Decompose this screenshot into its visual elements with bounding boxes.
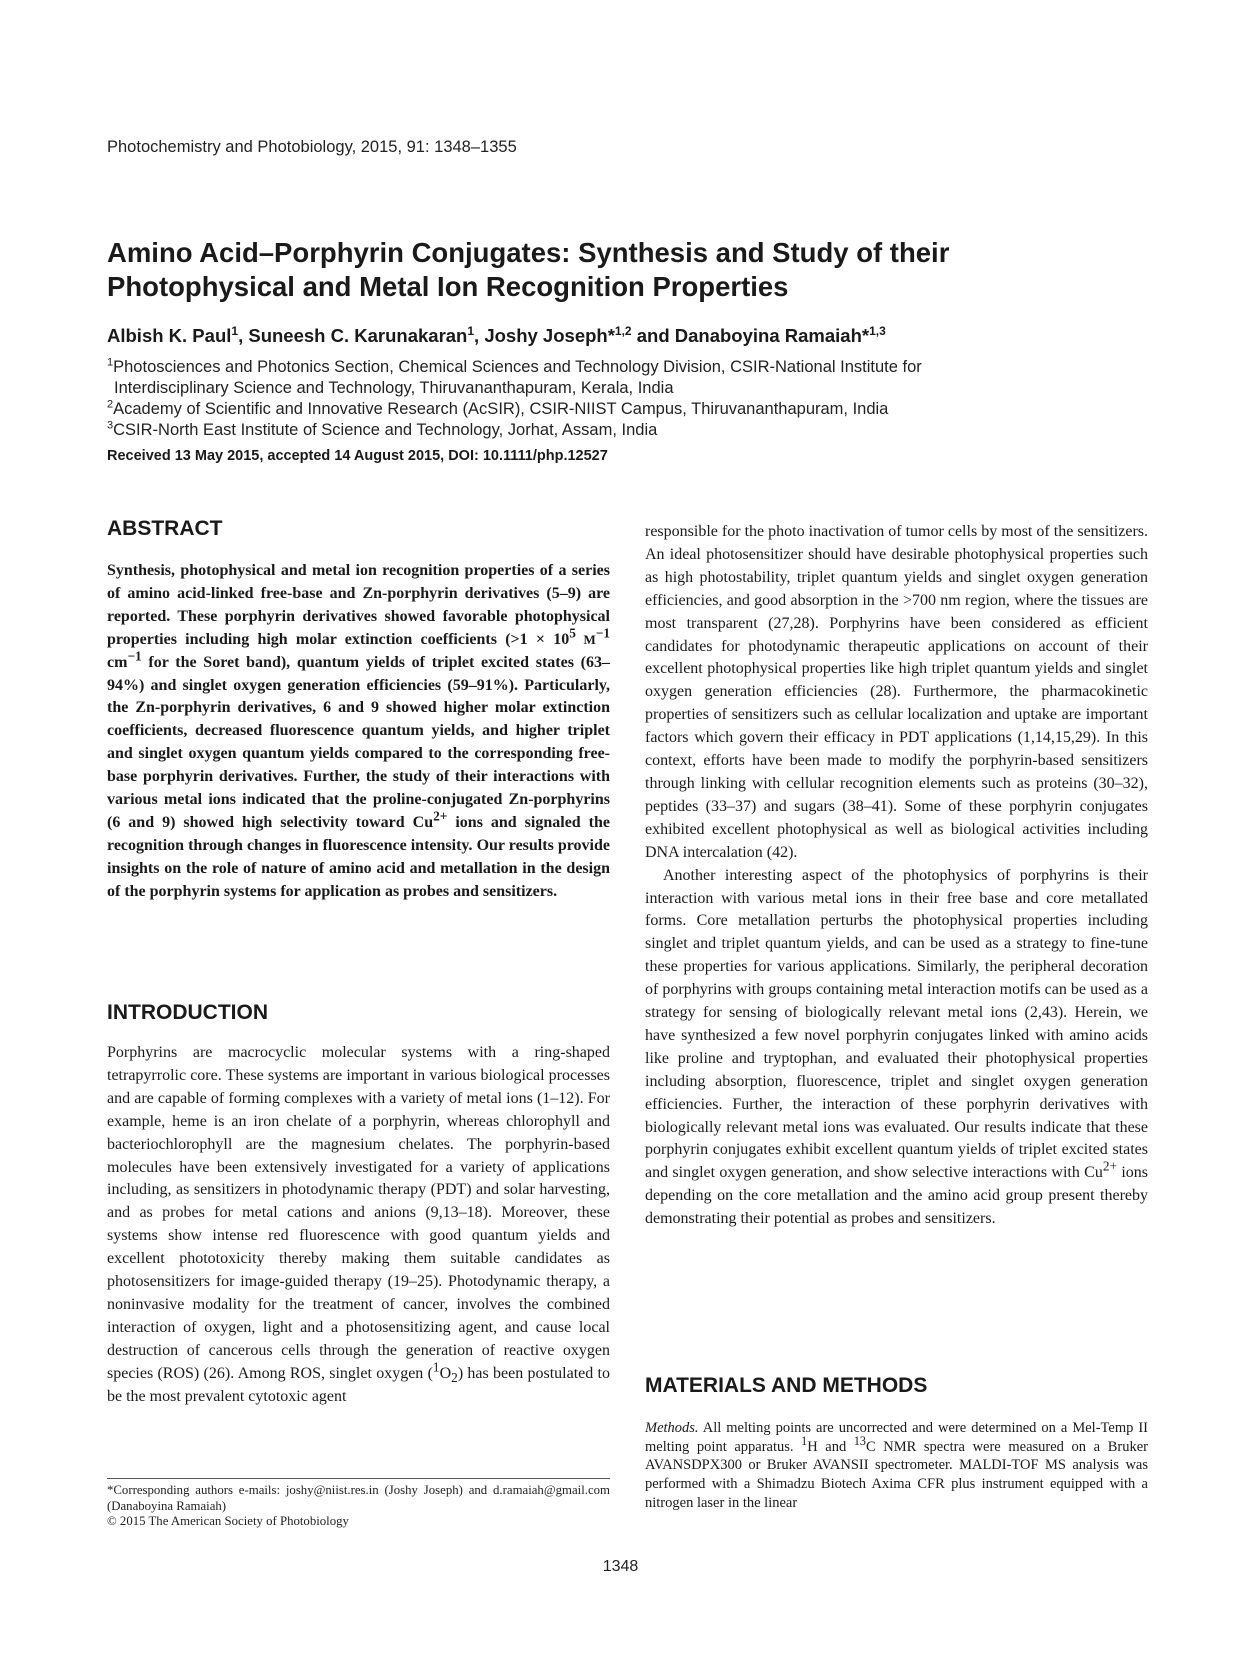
author-name: Danaboyina Ramaiah* <box>674 325 870 346</box>
abstract-text-run: for the Soret band), quantum yields of triplet excited states (63–94%) and singlet oxygen generation efficiencies (59–91%). Particularly, the Zn-porphyrin derivatives, 6 and 9 showed higher molar extinction coefficients, decreased fluorescence quantum yields, and higher triplet and singlet oxygen quantum yields compared to the corresponding free-base porphyrin derivatives. Further, the study of their interactions with various metal ions indicated that the proline-conjugated Zn-porphyrins (6 and 9) showed high selectivity toward Cu <box>107 653 610 831</box>
article-title <box>107 236 1107 304</box>
superscript: 13 <box>853 1433 866 1448</box>
affiliation <box>107 399 1117 420</box>
superscript: 5 <box>569 625 576 641</box>
affiliation-text: Photosciences and Photonics Section, Chemical Sciences and Technology Division, CSIR-National Institute for <box>113 358 922 376</box>
introduction-body-right <box>645 521 1148 1231</box>
affiliation-text: Academy of Scientific and Innovative Research (AcSIR), CSIR-NIIST Campus, Thiruvananthapuram, India <box>113 400 889 418</box>
methods-text-run: H and <box>807 1438 854 1455</box>
introduction-body-left <box>107 1042 610 1409</box>
introduction-paragraph <box>645 865 1148 1232</box>
methods-paragraph <box>645 1419 1148 1513</box>
affiliation-marker: 1 <box>107 356 114 369</box>
abstract-heading: ABSTRACT <box>107 517 223 540</box>
superscript: −1 <box>127 648 142 664</box>
introduction-text-run: Porphyrins are macrocyclic molecular systems with a ring-shaped tetrapyrrolic core. These systems are important in various biological processes and are capable of forming complexes with a variety of metal ions (1–12). For example, heme is an iron chelate of a porphyrin, whereas chlorophyll and bacteriochlorophyll are the magnesium chelates. The porphyrin-based molecules have been extensively investigated for a variety of applications including, as sensitizers in photodynamic therapy (PDT) and solar harvesting, and as probes for metal cations and anions (9,13–18). Moreover, these systems show intense red fluorescence with good quantum yields and excellent phototoxicity thereby making them suitable candidates as photosensitizers for image-guided therapy (19–25). Photodynamic therapy, a noninvasive modality for the treatment of cancer, involves the combined interaction of oxygen, light and a photosensitizing agent, and cause local destruction of cancerous cells through the generation of reactive oxygen species (ROS) (26). Among ROS, singlet oxygen ( <box>107 1044 610 1382</box>
introduction-heading: INTRODUCTION <box>107 1001 268 1024</box>
title-line: Photophysical and Metal Ion Recognition Properties <box>107 271 789 302</box>
methods-text-run: C NMR spectra were measured on a Bruker AVANSDPX300 or Bruker AVANSII spectrometer. MALDI-TOF MS analysis was performed with a Shimadzu Biotech Axima CFR plus instrument equipped with a nitrogen laser in the linear <box>645 1438 1148 1511</box>
materials-methods-heading: MATERIALS AND METHODS <box>645 1374 928 1397</box>
affiliation-marker: 2 <box>107 398 114 411</box>
author-separator: , <box>238 325 249 346</box>
superscript: 1 <box>432 1359 440 1375</box>
superscript: 2+ <box>1102 1159 1118 1175</box>
abstract-text-run: ions and signaled the recognition through changes in fluorescence intensity. Our results provide insights on the role of nature of amino acid and metallation in the design of the porphyrin systems for application as probes and sensitizers. <box>107 813 611 900</box>
affiliation-text: CSIR-North East Institute of Science and Technology, Jorhat, Assam, India <box>113 421 658 439</box>
author-name: Joshy Joseph* <box>484 325 615 346</box>
affiliation <box>107 357 1117 378</box>
introduction-paragraph: responsible for the photo inactivation of tumor cells by most of the sensitizers. An ideal photosensitizer should have desirable photophysical properties such as high photostability, triplet quantum yields and singlet oxygen generation efficiencies, and good absorption in the >700 nm region, where the tissues are most transparent (27,28). Porphyrins have been considered as efficient candidates for photodynamic therapeutic applications on account of their excellent photophysical properties like high triplet quantum yields and singlet oxygen generation efficiencies (28). Furthermore, the pharmacokinetic properties of sensitizers such as cellular localization and uptake are important factors which govern their efficacy in PDT applications (1,14,15,29). In this context, efforts have been made to modify the porphyrin-based sensitizers through linking with cellular recognition elements such as proteins (30–32), peptides (33–37) and sugars (38–41). Some of these porphyrin conjugates exhibited excellent photophysical as well as biological activities including DNA intercalation (42). <box>645 523 1148 861</box>
introduction-text-run: Another interesting aspect of the photophysics of porphyrins is their interaction with various metal ions in their free base and core metallated forms. Core metallation perturbs the photophysical properties including singlet and triplet quantum yields, and can be used as a strategy to fine-tune these properties for various applications. Similarly, the peripheral decoration of porphyrins with groups containing metal interaction motifs can be used as a strategy for sensing of biologically relevant metal ions (2,43). Herein, we have synthesized a few novel porphyrin conjugates linked with amino acids like proline and tryptophan, and evaluated their photophysical properties including absorption, fluorescence, triplet and singlet oxygen generation efficiencies. Further, the interaction of these porphyrin derivatives with biologically relevant metal ions was evaluated. Our results indicate that these porphyrin conjugates exhibit excellent quantum yields of triplet excited states and singlet oxygen generation, and show selective interactions with Cu <box>645 866 1148 1182</box>
received-dates-doi: Received 13 May 2015, accepted 14 August 2015, DOI: 10.1111/php.12527 <box>107 448 608 464</box>
affiliation <box>107 420 1117 441</box>
subscript: 2 <box>451 1369 458 1385</box>
author-name: Albish K. Paul <box>107 325 232 346</box>
methods-text-run: All melting points are uncorrected and were determined on a Mel-Temp II melting point apparatus. <box>645 1420 1148 1455</box>
superscript: 1 <box>801 1433 808 1448</box>
abstract-text-run: cm <box>107 653 128 671</box>
introduction-text-run: ions depending on the core metallation and the amino acid group present thereby demonstrating their potential as probes and sensitizers. <box>645 1164 1149 1228</box>
abstract-paragraph <box>107 560 610 904</box>
introduction-text-run: ) has been postulated to be the most prevalent cytotoxic agent <box>107 1364 610 1405</box>
chemical-symbol: O <box>439 1364 452 1382</box>
affiliation-continuation: Interdisciplinary Science and Technology, Thiruvananthapuram, Kerala, India <box>114 379 674 397</box>
author-affiliation-marker: 1,3 <box>869 323 886 338</box>
affiliation-list <box>107 357 1117 441</box>
methods-run-in-label: Methods. <box>645 1420 699 1436</box>
author-separator: , <box>474 325 485 346</box>
footnote-copyright: © 2015 The American Society of Photobiology <box>107 1514 349 1529</box>
footnote-corresponding: *Corresponding authors e-mails: joshy@niist.res.in (Joshy Joseph) and d.ramaiah@gmail.com (Danaboyina Ramaiah) <box>107 1483 610 1513</box>
author-name: Suneesh C. Karunakaran <box>248 325 468 346</box>
abstract-body <box>107 560 610 904</box>
author-affiliation-marker: 1 <box>231 323 239 338</box>
superscript: −1 <box>595 625 610 641</box>
superscript: 2+ <box>433 808 448 824</box>
title-line: Amino Acid–Porphyrin Conjugates: Synthesis and Study of their <box>107 237 950 268</box>
author-affiliation-marker: 1 <box>467 323 475 338</box>
author-separator: and <box>631 325 675 346</box>
footnote <box>107 1483 610 1530</box>
footnote-divider <box>107 1478 610 1479</box>
author-list <box>107 325 886 347</box>
affiliation-marker: 3 <box>107 419 114 432</box>
materials-methods-body <box>645 1419 1148 1513</box>
introduction-paragraph <box>107 1042 610 1409</box>
page-number: 1348 <box>602 1558 639 1575</box>
author-affiliation-marker: 1,2 <box>614 323 632 338</box>
journal-citation: Photochemistry and Photobiology, 2015, 91: 1348–1355 <box>107 138 517 156</box>
unit-molar: M <box>575 631 596 647</box>
abstract-text-run: Synthesis, photophysical and metal ion recognition properties of a series of amino acid-linked free-base and Zn-porphyrin derivatives (5–9) are reported. These porphyrin derivatives showed favorable photophysical properties including high molar extinction coefficients (>1 × 10 <box>107 562 610 648</box>
